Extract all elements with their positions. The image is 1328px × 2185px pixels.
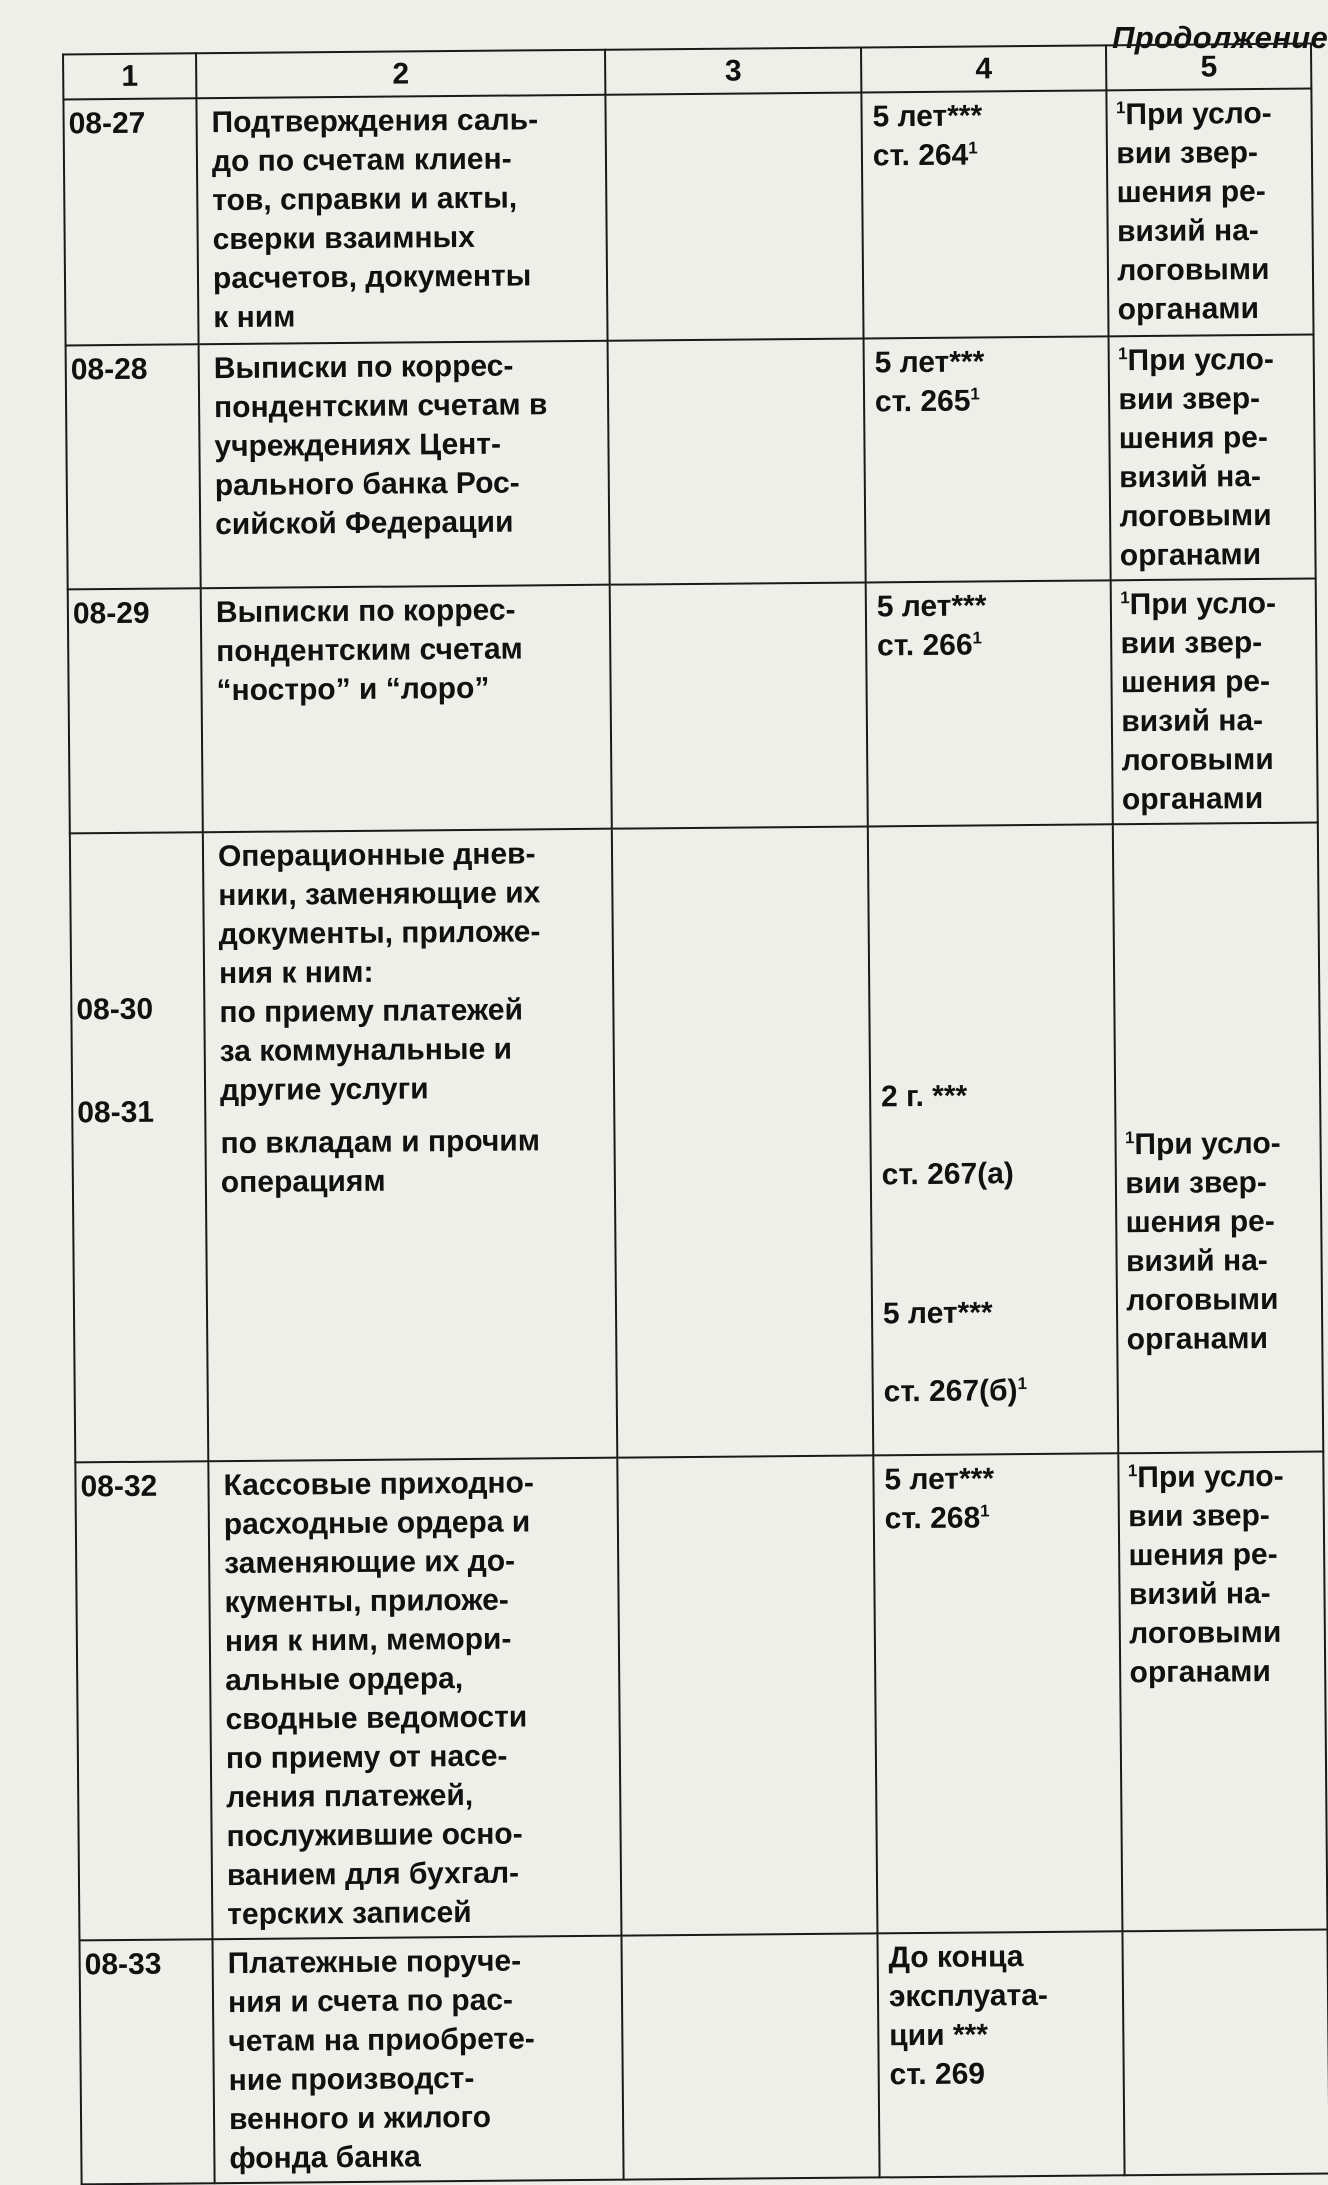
row-description-group bbox=[203, 829, 618, 1462]
row-code: 08-27 bbox=[63, 98, 198, 345]
row-description: по приему платежей за коммунальные и другие услуги bbox=[219, 990, 605, 1110]
row-term bbox=[861, 90, 1109, 338]
article-footnote-mark: 1 bbox=[972, 628, 982, 647]
row-col3 bbox=[617, 1455, 877, 1935]
row-term bbox=[863, 336, 1111, 582]
row-term-group bbox=[868, 824, 1119, 1455]
row-code-group bbox=[70, 832, 208, 1462]
note-footnote-mark: 1 bbox=[1116, 98, 1126, 117]
row-code: 08-29 bbox=[68, 588, 203, 833]
article-ref: ст. 264 bbox=[873, 139, 969, 173]
retention-table bbox=[62, 43, 1328, 2185]
row-col3 bbox=[608, 338, 866, 584]
term-value: 5 лет*** bbox=[877, 585, 1103, 626]
row-description: Кассовые приходно- расходные ордера и заменяющие их до- кументы, приложе- ния к ним, мемори- альные ордера, сводные ведомости по приему от насе- ления платежей, послужившие осно- ванием для бухгал- терских записей bbox=[208, 1458, 621, 1940]
table-row-group bbox=[70, 823, 1323, 1463]
article-ref: ст. 267(б) bbox=[883, 1374, 1017, 1408]
row-code: 08-30 bbox=[76, 989, 195, 1029]
group-heading: Операционные днев- ники, заменяющие их документы, приложе- ния к ним: bbox=[218, 834, 605, 993]
row-note bbox=[1107, 89, 1314, 337]
row-code: 08-33 bbox=[79, 1939, 214, 2184]
note-text: При усло- вии звер- шения ре- визий на- логовыми органами bbox=[1125, 1127, 1281, 1356]
row-description: Подтверждения саль- до по счетам клиен- тов, справки и акты, сверки взаимных расчетов, документы к ним bbox=[196, 95, 607, 345]
note-footnote-mark: 1 bbox=[1118, 344, 1128, 363]
note-text: При усло- вии звер- шения ре- визий на- логовыми органами bbox=[1118, 343, 1274, 572]
article-footnote-mark: 1 bbox=[980, 1501, 990, 1520]
note-text: При усло- вии звер- шения ре- визий на- логовыми органами bbox=[1116, 97, 1272, 326]
header-col-2: 2 bbox=[196, 50, 606, 99]
term-value: 5 лет*** bbox=[883, 1292, 1109, 1333]
term-value: 2 г. *** bbox=[881, 1075, 1107, 1116]
term-value: 5 лет*** bbox=[874, 341, 1100, 382]
term-value: До конца эксплуата- ции *** bbox=[888, 1936, 1115, 2055]
header-col-1: 1 bbox=[63, 53, 196, 99]
row-code: 08-32 bbox=[75, 1461, 212, 1940]
row-description: Платежные поруче- ния и счета по рас- четам на приобрете- ние производст- венного и жилого фонда банка bbox=[212, 1936, 623, 2184]
row-col3 bbox=[610, 582, 868, 828]
row-description: Выписки по коррес- пондентским счетам “ностро” и “лоро” bbox=[201, 585, 612, 833]
table-row bbox=[66, 335, 1316, 590]
continuation-heading: Продолжение bbox=[1112, 20, 1328, 56]
header-col-3: 3 bbox=[605, 47, 861, 94]
table-row bbox=[79, 1929, 1328, 2184]
header-col-4: 4 bbox=[861, 45, 1107, 92]
row-term bbox=[866, 580, 1114, 826]
note-footnote-mark: 1 bbox=[1120, 588, 1130, 607]
article-ref: ст. 268 bbox=[885, 1501, 981, 1535]
row-col3 bbox=[606, 92, 864, 340]
row-code: 08-31 bbox=[77, 1092, 196, 1132]
row-term bbox=[873, 1453, 1123, 1933]
header-col-5: 5 bbox=[1106, 44, 1311, 91]
row-code: 08-28 bbox=[66, 344, 201, 589]
article-footnote-mark: 1 bbox=[970, 384, 980, 403]
row-description: Выписки по коррес- пондентским счетам в учреждениях Цент- рального банка Рос- сийской Федерации bbox=[199, 341, 610, 589]
row-note bbox=[1119, 1452, 1328, 1932]
article-ref: ст. 265 bbox=[875, 385, 971, 419]
row-note bbox=[1109, 335, 1316, 581]
row-col3 bbox=[612, 826, 873, 1457]
table-row bbox=[75, 1452, 1327, 1941]
note-text: При усло- вии звер- шения ре- визий на- логовыми органами bbox=[1128, 1460, 1284, 1689]
article-footnote-mark: 1 bbox=[968, 138, 978, 157]
article-ref: ст. 269 bbox=[889, 2057, 985, 2091]
note-footnote-mark: 1 bbox=[1125, 1128, 1135, 1147]
row-note-group bbox=[1113, 823, 1323, 1454]
term-value: 5 лет*** bbox=[872, 95, 1098, 136]
table-row bbox=[68, 579, 1318, 834]
term-value: 5 лет*** bbox=[884, 1458, 1110, 1499]
article-footnote-mark: 1 bbox=[1017, 1374, 1027, 1393]
note-footnote-mark: 1 bbox=[1128, 1461, 1138, 1480]
row-note bbox=[1123, 1929, 1328, 2175]
note-text: При усло- вии звер- шения ре- визий на- логовыми органами bbox=[1120, 587, 1276, 816]
row-description: по вкладам и прочим операциям bbox=[220, 1121, 606, 1202]
row-term bbox=[877, 1931, 1125, 2177]
row-col3 bbox=[622, 1933, 880, 2179]
article-ref: ст. 267(а) bbox=[882, 1157, 1014, 1191]
article-ref: ст. 266 bbox=[877, 629, 973, 663]
row-note bbox=[1111, 579, 1318, 825]
table-row bbox=[63, 89, 1313, 346]
